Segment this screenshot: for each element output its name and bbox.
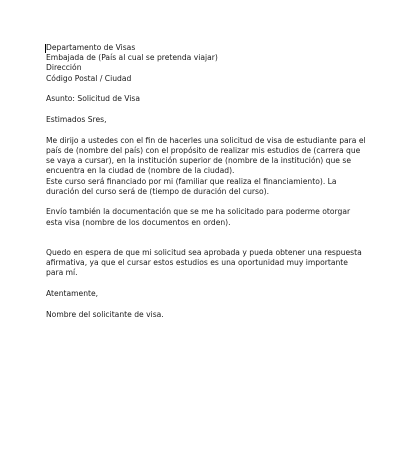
address-line: Departamento de Visas	[46, 43, 136, 52]
paragraph-request	[46, 136, 368, 197]
letter-body	[46, 43, 368, 320]
paragraph-line: duración del curso será de (tiempo de duración del curso).	[46, 186, 270, 196]
address-line: Embajada de (País al cual se pretenda viajar)	[46, 53, 218, 63]
paragraph-awaiting	[46, 248, 368, 279]
paragraph-line: Quedo en espera de que mi solicitud sea aprobada y pueda obtener una respuesta	[46, 247, 362, 257]
signature-text: Nombre del solicitante de visa.	[46, 309, 164, 319]
paragraph-line: país de (nombre del país) con el propósito de realizar mis estudios de (carrera que	[46, 145, 361, 155]
closing	[46, 289, 368, 299]
paragraph-line: Me dirijo a ustedes con el fin de hacerles una solicitud de visa de estudiante para el	[46, 135, 366, 145]
paragraph-line: se vaya a cursar), en la institución superior de (nombre de la institución) que se	[46, 156, 352, 166]
paragraph-line: afirmativa, ya que el cursar estos estudios es una oportunidad muy importante	[46, 258, 348, 268]
paragraph-line: para mí.	[46, 268, 78, 278]
address-line: Código Postal / Ciudad	[46, 73, 132, 83]
paragraph-line: esta visa (nombre de los documentos en orden).	[46, 217, 231, 227]
paragraph-line: Envío también la documentación que se me ha solicitado para poderme otorgar	[46, 207, 351, 217]
signature	[46, 310, 368, 320]
paragraph-line: encuentra en la ciudad de (nombre de la ciudad).	[46, 166, 235, 176]
subject-text: Asunto: Solicitud de Visa	[46, 94, 141, 104]
greeting	[46, 115, 368, 125]
recipient-address	[46, 43, 368, 84]
subject-line	[46, 94, 368, 104]
greeting-text: Estimados Sres,	[46, 115, 107, 125]
paragraph-line: Este curso será financiado por mi (familiar que realiza el financiamiento). La	[46, 176, 337, 186]
closing-text: Atentamente,	[46, 288, 99, 298]
paragraph-documents	[46, 207, 368, 227]
address-line: Dirección	[46, 63, 82, 73]
